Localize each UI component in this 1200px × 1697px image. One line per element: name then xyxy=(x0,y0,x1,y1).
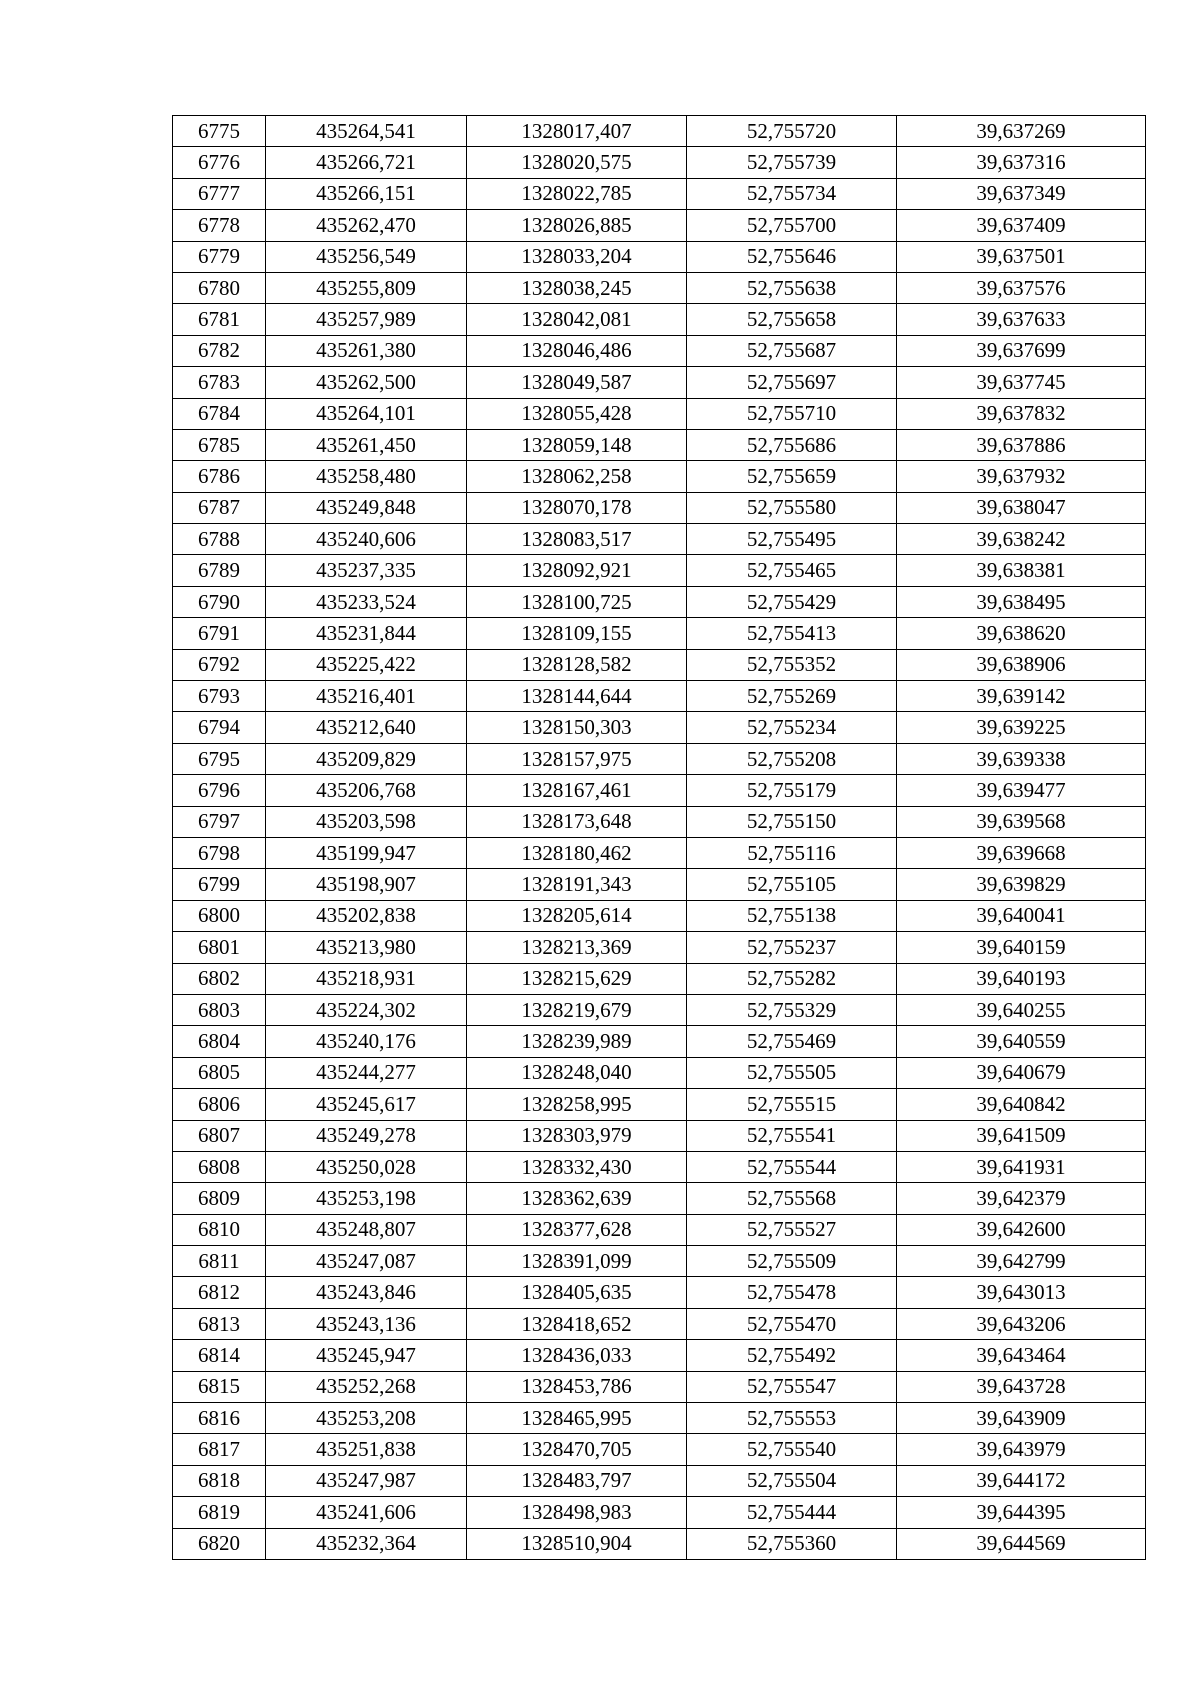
longitude-cell: 39,638047 xyxy=(897,492,1146,523)
longitude-cell: 39,644172 xyxy=(897,1465,1146,1496)
y-coordinate-cell: 1328157,975 xyxy=(467,743,687,774)
longitude-cell: 39,637832 xyxy=(897,398,1146,429)
point-number-cell: 6793 xyxy=(173,681,266,712)
x-coordinate-cell: 435255,809 xyxy=(266,272,467,303)
x-coordinate-cell: 435250,028 xyxy=(266,1151,467,1182)
table-row xyxy=(173,837,1146,868)
longitude-cell: 39,643909 xyxy=(897,1403,1146,1434)
x-coordinate-cell: 435203,598 xyxy=(266,806,467,837)
latitude-cell: 52,755739 xyxy=(687,147,897,178)
y-coordinate-cell: 1328109,155 xyxy=(467,618,687,649)
point-number-cell: 6784 xyxy=(173,398,266,429)
table-row xyxy=(173,869,1146,900)
point-number-cell: 6805 xyxy=(173,1057,266,1088)
y-coordinate-cell: 1328022,785 xyxy=(467,178,687,209)
table-row xyxy=(173,618,1146,649)
table-row xyxy=(173,1497,1146,1528)
longitude-cell: 39,640159 xyxy=(897,932,1146,963)
x-coordinate-cell: 435256,549 xyxy=(266,241,467,272)
table-row xyxy=(173,932,1146,963)
y-coordinate-cell: 1328391,099 xyxy=(467,1246,687,1277)
x-coordinate-cell: 435225,422 xyxy=(266,649,467,680)
point-number-cell: 6794 xyxy=(173,712,266,743)
y-coordinate-cell: 1328258,995 xyxy=(467,1089,687,1120)
point-number-cell: 6813 xyxy=(173,1308,266,1339)
y-coordinate-cell: 1328483,797 xyxy=(467,1465,687,1496)
point-number-cell: 6795 xyxy=(173,743,266,774)
point-number-cell: 6817 xyxy=(173,1434,266,1465)
table-row xyxy=(173,1528,1146,1559)
table-row xyxy=(173,900,1146,931)
y-coordinate-cell: 1328033,204 xyxy=(467,241,687,272)
y-coordinate-cell: 1328038,245 xyxy=(467,272,687,303)
point-number-cell: 6801 xyxy=(173,932,266,963)
x-coordinate-cell: 435202,838 xyxy=(266,900,467,931)
x-coordinate-cell: 435218,931 xyxy=(266,963,467,994)
x-coordinate-cell: 435198,907 xyxy=(266,869,467,900)
point-number-cell: 6815 xyxy=(173,1371,266,1402)
y-coordinate-cell: 1328042,081 xyxy=(467,304,687,335)
latitude-cell: 52,755509 xyxy=(687,1246,897,1277)
y-coordinate-cell: 1328144,644 xyxy=(467,681,687,712)
latitude-cell: 52,755470 xyxy=(687,1308,897,1339)
x-coordinate-cell: 435248,807 xyxy=(266,1214,467,1245)
x-coordinate-cell: 435199,947 xyxy=(266,837,467,868)
table-row xyxy=(173,1340,1146,1371)
longitude-cell: 39,643013 xyxy=(897,1277,1146,1308)
y-coordinate-cell: 1328083,517 xyxy=(467,524,687,555)
y-coordinate-cell: 1328418,652 xyxy=(467,1308,687,1339)
table-row xyxy=(173,712,1146,743)
y-coordinate-cell: 1328303,979 xyxy=(467,1120,687,1151)
point-number-cell: 6775 xyxy=(173,116,266,147)
y-coordinate-cell: 1328215,629 xyxy=(467,963,687,994)
longitude-cell: 39,643464 xyxy=(897,1340,1146,1371)
x-coordinate-cell: 435252,268 xyxy=(266,1371,467,1402)
x-coordinate-cell: 435240,606 xyxy=(266,524,467,555)
point-number-cell: 6785 xyxy=(173,429,266,460)
longitude-cell: 39,640679 xyxy=(897,1057,1146,1088)
y-coordinate-cell: 1328100,725 xyxy=(467,586,687,617)
y-coordinate-cell: 1328205,614 xyxy=(467,900,687,931)
table-row xyxy=(173,681,1146,712)
longitude-cell: 39,643728 xyxy=(897,1371,1146,1402)
coordinates-table-body xyxy=(173,116,1146,1560)
longitude-cell: 39,640041 xyxy=(897,900,1146,931)
latitude-cell: 52,755179 xyxy=(687,775,897,806)
latitude-cell: 52,755138 xyxy=(687,900,897,931)
y-coordinate-cell: 1328026,885 xyxy=(467,210,687,241)
y-coordinate-cell: 1328405,635 xyxy=(467,1277,687,1308)
x-coordinate-cell: 435243,136 xyxy=(266,1308,467,1339)
coordinates-table xyxy=(172,115,1146,1560)
y-coordinate-cell: 1328191,343 xyxy=(467,869,687,900)
latitude-cell: 52,755659 xyxy=(687,461,897,492)
table-row xyxy=(173,398,1146,429)
table-row xyxy=(173,1371,1146,1402)
longitude-cell: 39,642379 xyxy=(897,1183,1146,1214)
x-coordinate-cell: 435213,980 xyxy=(266,932,467,963)
latitude-cell: 52,755686 xyxy=(687,429,897,460)
latitude-cell: 52,755541 xyxy=(687,1120,897,1151)
longitude-cell: 39,637501 xyxy=(897,241,1146,272)
y-coordinate-cell: 1328167,461 xyxy=(467,775,687,806)
y-coordinate-cell: 1328017,407 xyxy=(467,116,687,147)
table-row xyxy=(173,806,1146,837)
point-number-cell: 6796 xyxy=(173,775,266,806)
longitude-cell: 39,644395 xyxy=(897,1497,1146,1528)
table-row xyxy=(173,1151,1146,1182)
table-row xyxy=(173,461,1146,492)
x-coordinate-cell: 435245,617 xyxy=(266,1089,467,1120)
longitude-cell: 39,638620 xyxy=(897,618,1146,649)
longitude-cell: 39,639142 xyxy=(897,681,1146,712)
longitude-cell: 39,641931 xyxy=(897,1151,1146,1182)
table-row xyxy=(173,649,1146,680)
point-number-cell: 6786 xyxy=(173,461,266,492)
longitude-cell: 39,639225 xyxy=(897,712,1146,743)
x-coordinate-cell: 435232,364 xyxy=(266,1528,467,1559)
longitude-cell: 39,640559 xyxy=(897,1026,1146,1057)
point-number-cell: 6799 xyxy=(173,869,266,900)
x-coordinate-cell: 435262,500 xyxy=(266,367,467,398)
table-row xyxy=(173,1246,1146,1277)
longitude-cell: 39,643206 xyxy=(897,1308,1146,1339)
latitude-cell: 52,755208 xyxy=(687,743,897,774)
longitude-cell: 39,637576 xyxy=(897,272,1146,303)
x-coordinate-cell: 435257,989 xyxy=(266,304,467,335)
point-number-cell: 6790 xyxy=(173,586,266,617)
longitude-cell: 39,637409 xyxy=(897,210,1146,241)
point-number-cell: 6776 xyxy=(173,147,266,178)
longitude-cell: 39,642799 xyxy=(897,1246,1146,1277)
y-coordinate-cell: 1328436,033 xyxy=(467,1340,687,1371)
table-row xyxy=(173,147,1146,178)
y-coordinate-cell: 1328062,258 xyxy=(467,461,687,492)
table-row xyxy=(173,178,1146,209)
y-coordinate-cell: 1328470,705 xyxy=(467,1434,687,1465)
latitude-cell: 52,755234 xyxy=(687,712,897,743)
latitude-cell: 52,755504 xyxy=(687,1465,897,1496)
x-coordinate-cell: 435262,470 xyxy=(266,210,467,241)
point-number-cell: 6804 xyxy=(173,1026,266,1057)
point-number-cell: 6782 xyxy=(173,335,266,366)
longitude-cell: 39,639668 xyxy=(897,837,1146,868)
point-number-cell: 6802 xyxy=(173,963,266,994)
point-number-cell: 6808 xyxy=(173,1151,266,1182)
point-number-cell: 6810 xyxy=(173,1214,266,1245)
longitude-cell: 39,638495 xyxy=(897,586,1146,617)
y-coordinate-cell: 1328465,995 xyxy=(467,1403,687,1434)
latitude-cell: 52,755568 xyxy=(687,1183,897,1214)
table-row xyxy=(173,524,1146,555)
x-coordinate-cell: 435261,450 xyxy=(266,429,467,460)
point-number-cell: 6809 xyxy=(173,1183,266,1214)
point-number-cell: 6812 xyxy=(173,1277,266,1308)
latitude-cell: 52,755282 xyxy=(687,963,897,994)
y-coordinate-cell: 1328049,587 xyxy=(467,367,687,398)
x-coordinate-cell: 435233,524 xyxy=(266,586,467,617)
point-number-cell: 6798 xyxy=(173,837,266,868)
longitude-cell: 39,637886 xyxy=(897,429,1146,460)
y-coordinate-cell: 1328059,148 xyxy=(467,429,687,460)
latitude-cell: 52,755429 xyxy=(687,586,897,617)
latitude-cell: 52,755710 xyxy=(687,398,897,429)
y-coordinate-cell: 1328128,582 xyxy=(467,649,687,680)
point-number-cell: 6779 xyxy=(173,241,266,272)
table-row xyxy=(173,1120,1146,1151)
x-coordinate-cell: 435249,278 xyxy=(266,1120,467,1151)
point-number-cell: 6778 xyxy=(173,210,266,241)
x-coordinate-cell: 435241,606 xyxy=(266,1497,467,1528)
latitude-cell: 52,755700 xyxy=(687,210,897,241)
table-row xyxy=(173,1277,1146,1308)
x-coordinate-cell: 435240,176 xyxy=(266,1026,467,1057)
point-number-cell: 6806 xyxy=(173,1089,266,1120)
latitude-cell: 52,755495 xyxy=(687,524,897,555)
x-coordinate-cell: 435266,721 xyxy=(266,147,467,178)
point-number-cell: 6788 xyxy=(173,524,266,555)
y-coordinate-cell: 1328248,040 xyxy=(467,1057,687,1088)
x-coordinate-cell: 435258,480 xyxy=(266,461,467,492)
table-row xyxy=(173,1026,1146,1057)
latitude-cell: 52,755116 xyxy=(687,837,897,868)
latitude-cell: 52,755580 xyxy=(687,492,897,523)
y-coordinate-cell: 1328046,486 xyxy=(467,335,687,366)
x-coordinate-cell: 435209,829 xyxy=(266,743,467,774)
longitude-cell: 39,640842 xyxy=(897,1089,1146,1120)
table-row xyxy=(173,963,1146,994)
table-row xyxy=(173,1057,1146,1088)
latitude-cell: 52,755352 xyxy=(687,649,897,680)
latitude-cell: 52,755540 xyxy=(687,1434,897,1465)
table-row xyxy=(173,210,1146,241)
longitude-cell: 39,638381 xyxy=(897,555,1146,586)
point-number-cell: 6780 xyxy=(173,272,266,303)
longitude-cell: 39,638906 xyxy=(897,649,1146,680)
latitude-cell: 52,755734 xyxy=(687,178,897,209)
point-number-cell: 6807 xyxy=(173,1120,266,1151)
table-row xyxy=(173,743,1146,774)
longitude-cell: 39,642600 xyxy=(897,1214,1146,1245)
latitude-cell: 52,755444 xyxy=(687,1497,897,1528)
y-coordinate-cell: 1328055,428 xyxy=(467,398,687,429)
y-coordinate-cell: 1328498,983 xyxy=(467,1497,687,1528)
latitude-cell: 52,755553 xyxy=(687,1403,897,1434)
table-row xyxy=(173,1434,1146,1465)
y-coordinate-cell: 1328332,430 xyxy=(467,1151,687,1182)
point-number-cell: 6797 xyxy=(173,806,266,837)
x-coordinate-cell: 435253,198 xyxy=(266,1183,467,1214)
y-coordinate-cell: 1328219,679 xyxy=(467,994,687,1025)
latitude-cell: 52,755478 xyxy=(687,1277,897,1308)
table-row xyxy=(173,492,1146,523)
y-coordinate-cell: 1328092,921 xyxy=(467,555,687,586)
latitude-cell: 52,755527 xyxy=(687,1214,897,1245)
x-coordinate-cell: 435266,151 xyxy=(266,178,467,209)
y-coordinate-cell: 1328173,648 xyxy=(467,806,687,837)
latitude-cell: 52,755658 xyxy=(687,304,897,335)
x-coordinate-cell: 435253,208 xyxy=(266,1403,467,1434)
x-coordinate-cell: 435243,846 xyxy=(266,1277,467,1308)
longitude-cell: 39,637932 xyxy=(897,461,1146,492)
y-coordinate-cell: 1328180,462 xyxy=(467,837,687,868)
longitude-cell: 39,638242 xyxy=(897,524,1146,555)
point-number-cell: 6818 xyxy=(173,1465,266,1496)
x-coordinate-cell: 435212,640 xyxy=(266,712,467,743)
point-number-cell: 6783 xyxy=(173,367,266,398)
latitude-cell: 52,755360 xyxy=(687,1528,897,1559)
table-row xyxy=(173,335,1146,366)
longitude-cell: 39,637745 xyxy=(897,367,1146,398)
x-coordinate-cell: 435264,101 xyxy=(266,398,467,429)
latitude-cell: 52,755646 xyxy=(687,241,897,272)
point-number-cell: 6800 xyxy=(173,900,266,931)
y-coordinate-cell: 1328453,786 xyxy=(467,1371,687,1402)
y-coordinate-cell: 1328150,303 xyxy=(467,712,687,743)
table-row xyxy=(173,429,1146,460)
longitude-cell: 39,637269 xyxy=(897,116,1146,147)
table-row xyxy=(173,1308,1146,1339)
y-coordinate-cell: 1328377,628 xyxy=(467,1214,687,1245)
y-coordinate-cell: 1328020,575 xyxy=(467,147,687,178)
table-row xyxy=(173,1089,1146,1120)
point-number-cell: 6787 xyxy=(173,492,266,523)
point-number-cell: 6792 xyxy=(173,649,266,680)
x-coordinate-cell: 435247,087 xyxy=(266,1246,467,1277)
point-number-cell: 6781 xyxy=(173,304,266,335)
x-coordinate-cell: 435237,335 xyxy=(266,555,467,586)
x-coordinate-cell: 435264,541 xyxy=(266,116,467,147)
x-coordinate-cell: 435216,401 xyxy=(266,681,467,712)
longitude-cell: 39,641509 xyxy=(897,1120,1146,1151)
table-row xyxy=(173,241,1146,272)
x-coordinate-cell: 435224,302 xyxy=(266,994,467,1025)
longitude-cell: 39,639477 xyxy=(897,775,1146,806)
longitude-cell: 39,639829 xyxy=(897,869,1146,900)
table-row xyxy=(173,1465,1146,1496)
latitude-cell: 52,755515 xyxy=(687,1089,897,1120)
point-number-cell: 6816 xyxy=(173,1403,266,1434)
x-coordinate-cell: 435231,844 xyxy=(266,618,467,649)
y-coordinate-cell: 1328362,639 xyxy=(467,1183,687,1214)
longitude-cell: 39,643979 xyxy=(897,1434,1146,1465)
x-coordinate-cell: 435247,987 xyxy=(266,1465,467,1496)
table-row xyxy=(173,994,1146,1025)
latitude-cell: 52,755413 xyxy=(687,618,897,649)
x-coordinate-cell: 435245,947 xyxy=(266,1340,467,1371)
point-number-cell: 6777 xyxy=(173,178,266,209)
longitude-cell: 39,637633 xyxy=(897,304,1146,335)
latitude-cell: 52,755150 xyxy=(687,806,897,837)
table-row xyxy=(173,367,1146,398)
y-coordinate-cell: 1328239,989 xyxy=(467,1026,687,1057)
point-number-cell: 6814 xyxy=(173,1340,266,1371)
latitude-cell: 52,755720 xyxy=(687,116,897,147)
table-row xyxy=(173,1403,1146,1434)
y-coordinate-cell: 1328213,369 xyxy=(467,932,687,963)
table-row xyxy=(173,775,1146,806)
table-row xyxy=(173,586,1146,617)
latitude-cell: 52,755329 xyxy=(687,994,897,1025)
x-coordinate-cell: 435251,838 xyxy=(266,1434,467,1465)
latitude-cell: 52,755505 xyxy=(687,1057,897,1088)
table-row xyxy=(173,116,1146,147)
latitude-cell: 52,755237 xyxy=(687,932,897,963)
table-row xyxy=(173,304,1146,335)
latitude-cell: 52,755105 xyxy=(687,869,897,900)
y-coordinate-cell: 1328070,178 xyxy=(467,492,687,523)
latitude-cell: 52,755269 xyxy=(687,681,897,712)
latitude-cell: 52,755687 xyxy=(687,335,897,366)
longitude-cell: 39,639568 xyxy=(897,806,1146,837)
x-coordinate-cell: 435244,277 xyxy=(266,1057,467,1088)
latitude-cell: 52,755469 xyxy=(687,1026,897,1057)
longitude-cell: 39,637699 xyxy=(897,335,1146,366)
latitude-cell: 52,755544 xyxy=(687,1151,897,1182)
latitude-cell: 52,755547 xyxy=(687,1371,897,1402)
longitude-cell: 39,640255 xyxy=(897,994,1146,1025)
latitude-cell: 52,755638 xyxy=(687,272,897,303)
longitude-cell: 39,640193 xyxy=(897,963,1146,994)
latitude-cell: 52,755492 xyxy=(687,1340,897,1371)
longitude-cell: 39,637316 xyxy=(897,147,1146,178)
latitude-cell: 52,755465 xyxy=(687,555,897,586)
point-number-cell: 6820 xyxy=(173,1528,266,1559)
table-row xyxy=(173,1214,1146,1245)
point-number-cell: 6789 xyxy=(173,555,266,586)
point-number-cell: 6811 xyxy=(173,1246,266,1277)
point-number-cell: 6819 xyxy=(173,1497,266,1528)
longitude-cell: 39,637349 xyxy=(897,178,1146,209)
longitude-cell: 39,639338 xyxy=(897,743,1146,774)
table-row xyxy=(173,272,1146,303)
x-coordinate-cell: 435206,768 xyxy=(266,775,467,806)
x-coordinate-cell: 435249,848 xyxy=(266,492,467,523)
y-coordinate-cell: 1328510,904 xyxy=(467,1528,687,1559)
table-row xyxy=(173,1183,1146,1214)
table-row xyxy=(173,555,1146,586)
x-coordinate-cell: 435261,380 xyxy=(266,335,467,366)
point-number-cell: 6803 xyxy=(173,994,266,1025)
point-number-cell: 6791 xyxy=(173,618,266,649)
longitude-cell: 39,644569 xyxy=(897,1528,1146,1559)
latitude-cell: 52,755697 xyxy=(687,367,897,398)
